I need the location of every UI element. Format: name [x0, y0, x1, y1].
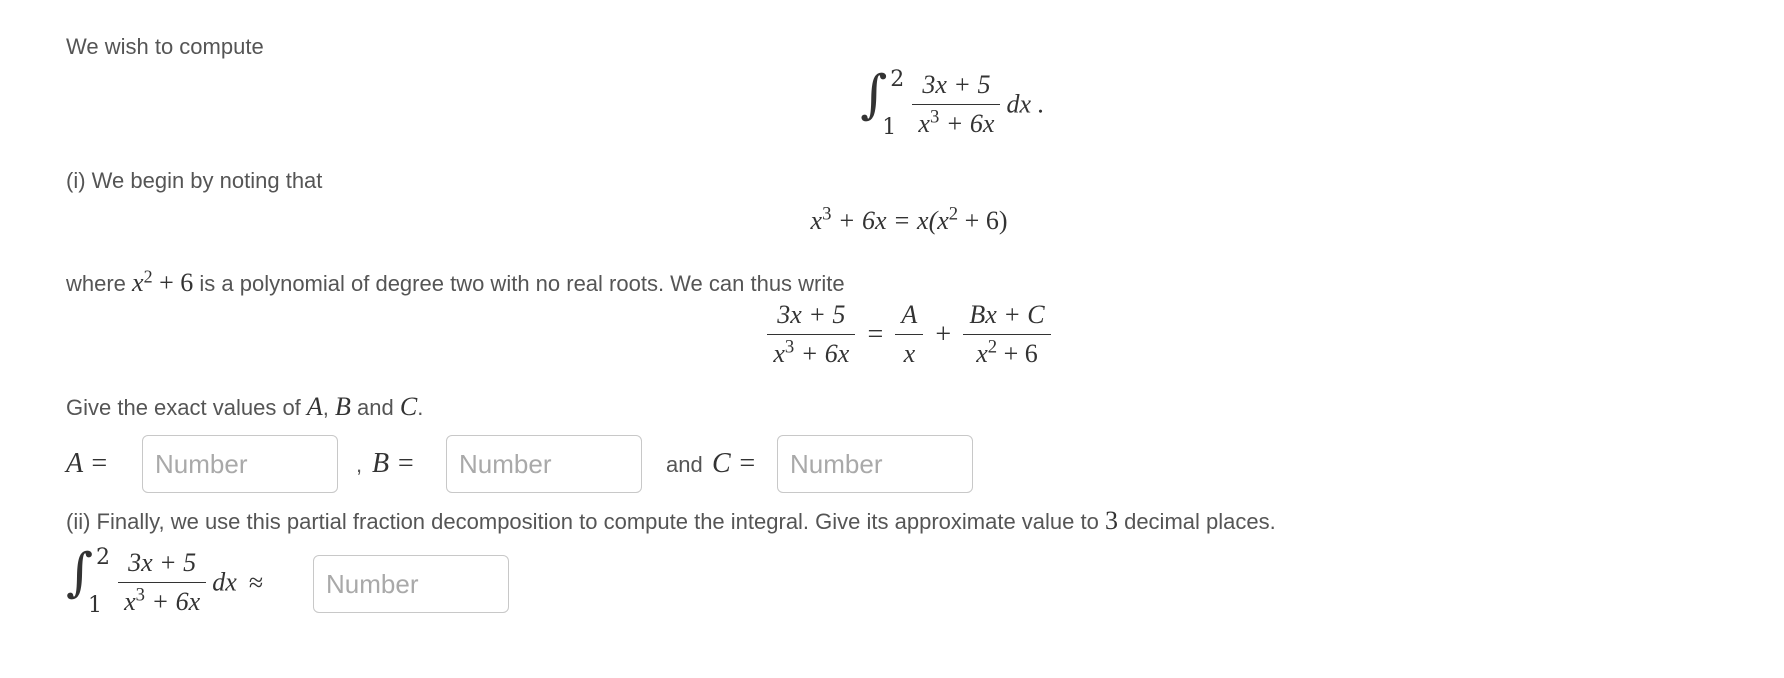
where-text-a: where — [66, 271, 133, 296]
where-text-b: is a polynomial of degree two with no real roots. We can thus write — [193, 271, 845, 296]
factor-rhs-rest: + 6) — [958, 206, 1008, 235]
where-line — [66, 268, 845, 298]
b-input[interactable] — [446, 435, 642, 493]
integrand-fraction — [912, 70, 1000, 139]
approx-symbol: ≈ — [248, 567, 264, 597]
integrand-numerator: 3x + 5 — [912, 70, 1000, 105]
a-input[interactable] — [142, 435, 338, 493]
integral-symbol-ii: ∫ 2 1 — [66, 542, 110, 618]
part-ii-text-a: (ii) Finally, we use this partial fraction decomposition to compute the integral. Give its approximate value to — [66, 509, 1105, 534]
decomp-bc-den-exp: 2 — [987, 336, 998, 358]
factor-lhs-exp: 3 — [822, 203, 832, 225]
give-sep: , — [322, 395, 336, 420]
differential: dx — [1006, 89, 1032, 119]
c-prefix: and — [666, 452, 703, 477]
c-label: C = — [712, 448, 757, 479]
give-c: C — [399, 392, 418, 421]
decomposition-equation — [0, 300, 1784, 369]
denominator-rest: + 6x — [939, 109, 995, 138]
give-a: A — [306, 392, 323, 421]
a-label: A = — [66, 448, 109, 479]
integrand-fraction-ii — [118, 548, 206, 617]
factor-rhs-exp: 2 — [948, 203, 959, 225]
decomp-bc-den-rest: + 6 — [997, 339, 1038, 368]
b-prefix: , — [356, 452, 363, 477]
part-ii-integral — [66, 542, 264, 618]
decomp-bc-num: Bx + C — [963, 300, 1050, 335]
decimals-count: 3 — [1104, 506, 1118, 535]
intro-text: We wish to compute — [66, 34, 264, 59]
decomp-bc-fraction — [963, 300, 1050, 369]
integral-symbol: ∫ 2 1 — [860, 64, 905, 140]
give-and: and — [350, 395, 400, 420]
part-i-lead: (i) We begin by noting that — [66, 168, 323, 193]
decomp-left-den-exp: 3 — [784, 336, 795, 358]
trailing-period: . — [1037, 89, 1044, 119]
lower-limit-ii: 1 — [88, 592, 102, 618]
main-integral — [0, 64, 1784, 140]
denominator-base-ii: x — [124, 587, 136, 616]
decomp-left-fraction — [767, 300, 855, 369]
give-text-a: Give the exact values of — [66, 395, 307, 420]
upper-limit: 2 — [890, 66, 905, 92]
upper-limit-ii: 2 — [96, 544, 110, 570]
decomp-equals: = — [867, 318, 884, 350]
integrand-numerator-ii: 3x + 5 — [118, 548, 206, 583]
part-ii-text-b: decimal places. — [1117, 509, 1276, 534]
differential-ii: dx — [212, 567, 237, 597]
c-input[interactable] — [777, 435, 973, 493]
lower-limit: 1 — [882, 114, 897, 140]
b-label: B = — [372, 448, 415, 479]
decomp-plus: + — [935, 318, 952, 350]
decomp-a-den: x — [903, 339, 916, 368]
decomp-left-den-rest: + 6x — [794, 339, 850, 368]
factor-middle: + 6x = x(x — [831, 206, 949, 235]
where-math-rest: + 6 — [152, 268, 194, 297]
decomp-a-num: A — [895, 300, 923, 335]
denominator-exp-ii: 3 — [135, 584, 146, 606]
denominator-base: x — [918, 109, 930, 138]
integral-value-input[interactable] — [313, 555, 509, 613]
denominator-rest-ii: + 6x — [145, 587, 201, 616]
decomp-left-den-base: x — [773, 339, 785, 368]
decomp-a-fraction — [895, 300, 923, 369]
factor-equation — [0, 203, 1784, 236]
decomp-bc-den-base: x — [976, 339, 988, 368]
give-b: B — [335, 392, 351, 421]
denominator-exp: 3 — [929, 106, 940, 128]
where-math-exp: 2 — [143, 266, 153, 287]
part-ii-text — [66, 506, 1276, 536]
give-end: . — [417, 395, 424, 420]
give-values-line — [66, 392, 423, 422]
factor-lhs-base: x — [810, 206, 823, 235]
decomp-left-num: 3x + 5 — [767, 300, 855, 335]
where-math-base: x — [132, 268, 144, 297]
